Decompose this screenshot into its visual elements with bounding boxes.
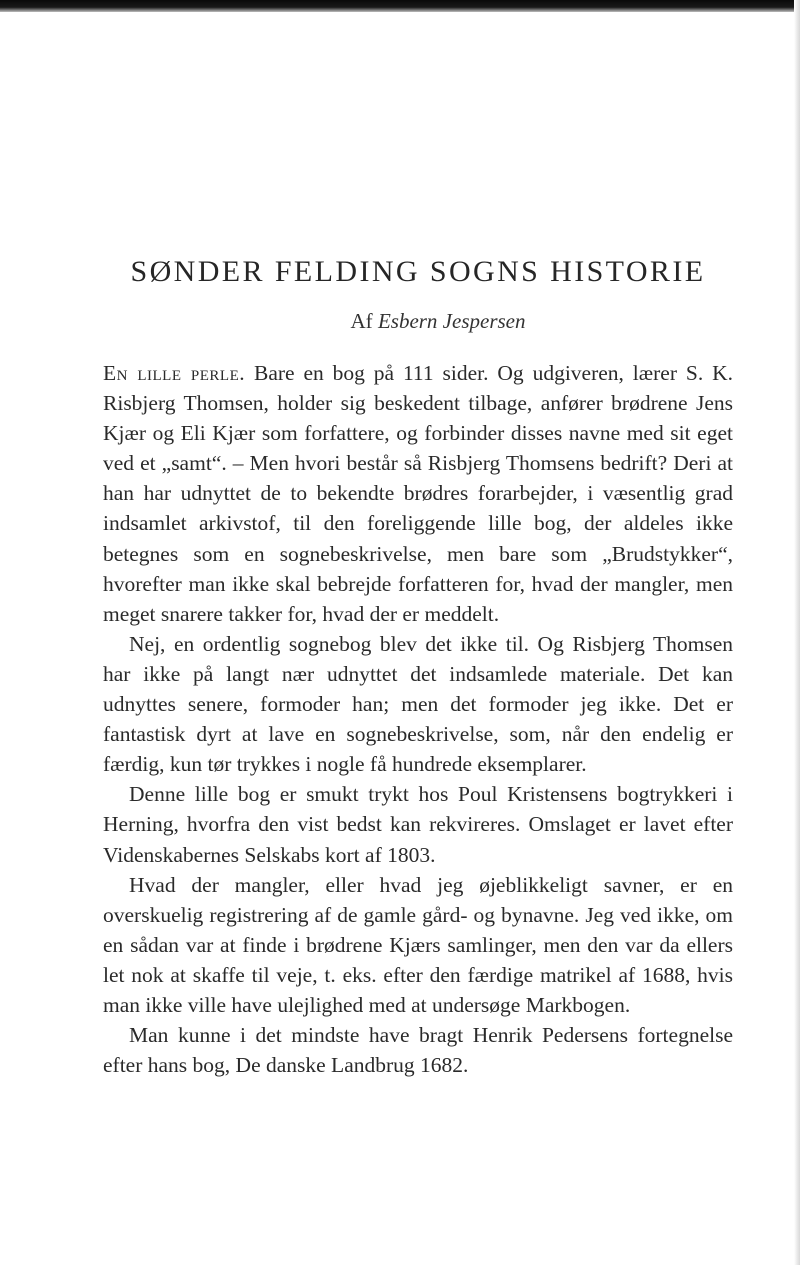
paragraph-3: Denne lille bog er smukt trykt hos Poul Kristensens bogtrykkeri i Herning, hvorfra den vist bedst kan rekvireres. Omslaget er lavet efter Videnskabernes Selskabs kort af 1803. (103, 782, 733, 867)
paragraph-lead: En lille perle. (103, 361, 246, 385)
article-body (103, 358, 733, 1080)
paragraph-4: Hvad der mangler, eller hvad jeg øjeblikkeligt savner, er en overskuelig registrering af de gamle gård- og bynavne. Jeg ved ikke, om en sådan var at finde i brødrene Kjærs samlinger, men den var da ellers let nok at skaffe til veje, t. eks. efter den færdige matrikel af 1688, hvis man ikke ville have ulejlighed med at undersøge Markbogen. (103, 872, 733, 1017)
byline (103, 306, 733, 336)
byline-prefix: Af (350, 309, 373, 333)
paragraph-1 (103, 358, 733, 629)
paragraph-5: Man kunne i det mindste have bragt Henrik Pedersens fortegnelse efter hans bog, De danske Landbrug 1682. (103, 1023, 733, 1078)
scan-right-edge (794, 0, 800, 1265)
scan-top-edge (0, 0, 800, 12)
paragraph-2: Nej, en ordentlig sognebog blev det ikke til. Og Risbjerg Thomsen har ikke på langt nær udnyttet det indsamlede materiale. Det kan udnyttes senere, formoder han; men det formoder jeg ikke. Det er fantastisk dyrt at lave en sognebeskrivelse, som, når den endelig er færdig, kun tør trykkes i nogle få hundrede eksemplarer. (103, 631, 733, 777)
paragraph-text: Bare en bog på 111 sider. Og udgiveren, lærer S. K. Risbjerg Thomsen, holder sig beskedent tilbage, anfører brødrene Jens Kjær og Eli Kjær som forfattere, og forbinder disses navne med sit eget ved et „samt“. – Men hvori består så Risbjerg Thomsens bedrift? Deri at han har udnyttet de to bekendte brødres forarbejder, i væsentlig grad indsamlet arkivstof, til den foreliggende lille bog, der aldeles ikke betegnes som en sognebeskrivelse, men bare som „Brudstykker“, hvorefter man ikke skal bebrejde forfatteren for, hvad der mangler, men meget snarere takker for, hvad der er meddelt. (103, 361, 733, 626)
article-title: SØNDER FELDING SOGNS HISTORIE (130, 255, 706, 288)
document-page (103, 252, 733, 1080)
author-name: Esbern Jespersen (377, 309, 526, 333)
